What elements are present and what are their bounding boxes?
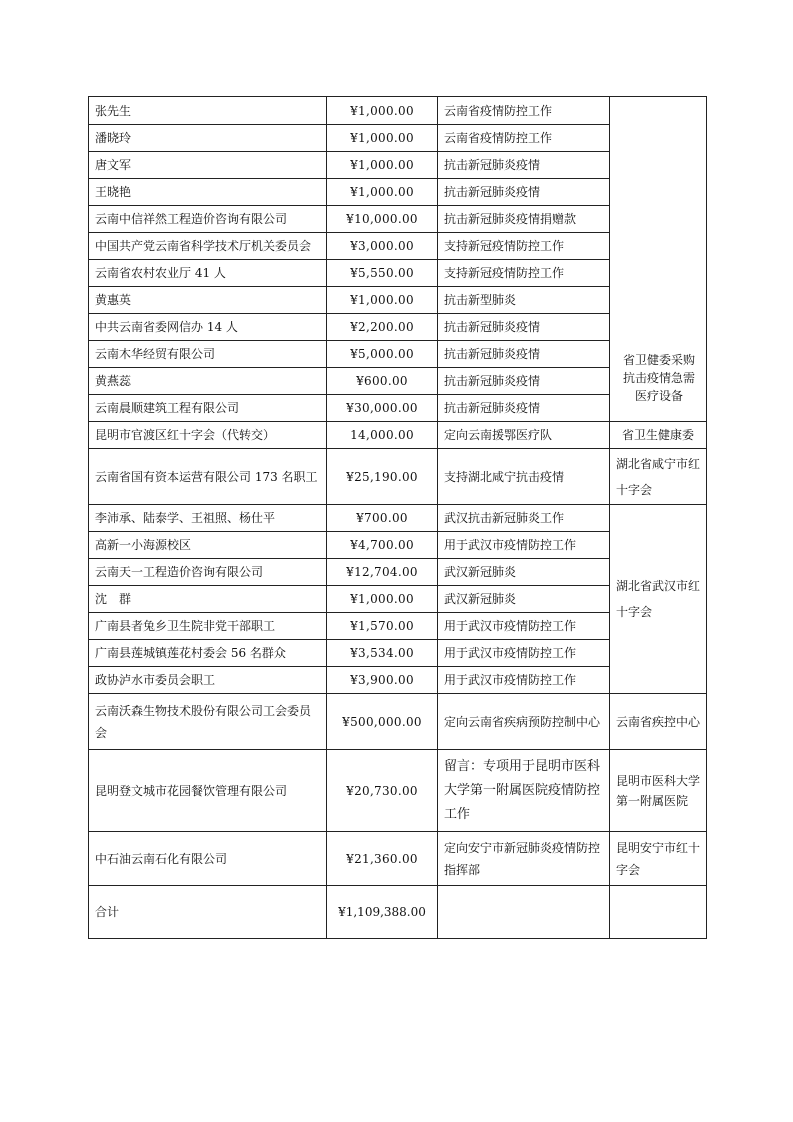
- purpose-cell: 云南省疫情防控工作: [438, 125, 610, 152]
- donor-cell: 黄惠英: [89, 287, 327, 314]
- amount-cell: ¥500,000.00: [327, 694, 438, 750]
- recipient-cell: 省卫健委采购抗击疫情急需医疗设备: [610, 97, 707, 422]
- recipient-cell: 昆明市医科大学第一附属医院: [610, 750, 707, 832]
- amount-cell: ¥5,000.00: [327, 341, 438, 368]
- amount-cell: ¥2,200.00: [327, 314, 438, 341]
- donor-cell: 昆明市官渡区红十字会（代转交）: [89, 422, 327, 449]
- purpose-cell: 用于武汉市疫情防控工作: [438, 613, 610, 640]
- donation-table: [88, 96, 707, 939]
- donor-cell: 云南中信祥然工程造价咨询有限公司: [89, 206, 327, 233]
- recipient-cell: 云南省疾控中心: [610, 694, 707, 750]
- purpose-cell: 抗击新冠肺炎疫情: [438, 179, 610, 206]
- amount-cell: ¥4,700.00: [327, 532, 438, 559]
- amount-cell: ¥1,000.00: [327, 586, 438, 613]
- purpose-cell: 抗击新冠肺炎疫情: [438, 368, 610, 395]
- purpose-cell: 支持新冠疫情防控工作: [438, 233, 610, 260]
- donor-cell: 中石油云南石化有限公司: [89, 832, 327, 886]
- donor-cell: 云南晨顺建筑工程有限公司: [89, 395, 327, 422]
- donor-cell: 政协泸水市委员会职工: [89, 667, 327, 694]
- amount-cell: ¥1,570.00: [327, 613, 438, 640]
- donor-cell: 李沛承、陆泰学、王祖照、杨仕平: [89, 505, 327, 532]
- donor-cell: 高新一小海源校区: [89, 532, 327, 559]
- recipient-cell: 省卫生健康委: [610, 422, 707, 449]
- purpose-cell: 抗击新冠肺炎疫情: [438, 341, 610, 368]
- amount-cell: ¥10,000.00: [327, 206, 438, 233]
- donor-cell: 张先生: [89, 97, 327, 125]
- purpose-cell: 定向云南援鄂医疗队: [438, 422, 610, 449]
- purpose-cell: 支持新冠疫情防控工作: [438, 260, 610, 287]
- empty-cell: [610, 886, 707, 939]
- purpose-cell: 抗击新冠肺炎疫情捐赠款: [438, 206, 610, 233]
- amount-cell: ¥1,000.00: [327, 287, 438, 314]
- amount-cell: ¥30,000.00: [327, 395, 438, 422]
- purpose-cell: 武汉新冠肺炎: [438, 559, 610, 586]
- recipient-cell: 湖北省咸宁市红十字会: [610, 449, 707, 505]
- empty-cell: [438, 886, 610, 939]
- purpose-cell: 用于武汉市疫情防控工作: [438, 532, 610, 559]
- amount-cell: ¥21,360.00: [327, 832, 438, 886]
- amount-cell: ¥3,000.00: [327, 233, 438, 260]
- donor-cell: 王晓艳: [89, 179, 327, 206]
- amount-cell: ¥3,534.00: [327, 640, 438, 667]
- donor-cell: 昆明登文城市花园餐饮管理有限公司: [89, 750, 327, 832]
- donor-cell: 广南县者兔乡卫生院非党干部职工: [89, 613, 327, 640]
- amount-cell: 14,000.00: [327, 422, 438, 449]
- donor-cell: 广南县莲城镇莲花村委会 56 名群众: [89, 640, 327, 667]
- recipient-cell: 昆明安宁市红十字会: [610, 832, 707, 886]
- donor-cell: 云南木华经贸有限公司: [89, 341, 327, 368]
- purpose-cell: 抗击新型肺炎: [438, 287, 610, 314]
- table-row: [89, 694, 707, 750]
- table-row: [89, 422, 707, 449]
- amount-cell: ¥1,000.00: [327, 125, 438, 152]
- donor-cell: 黄燕蕊: [89, 368, 327, 395]
- donor-cell: 云南省农村农业厅 41 人: [89, 260, 327, 287]
- purpose-cell: 云南省疫情防控工作: [438, 97, 610, 125]
- donor-cell: 中国共产党云南省科学技术厅机关委员会: [89, 233, 327, 260]
- total-row: [89, 886, 707, 939]
- table-row: [89, 505, 707, 532]
- table-row: [89, 750, 707, 832]
- donor-cell: 云南天一工程造价咨询有限公司: [89, 559, 327, 586]
- amount-cell: ¥3,900.00: [327, 667, 438, 694]
- amount-cell: ¥1,000.00: [327, 97, 438, 125]
- amount-cell: ¥1,000.00: [327, 179, 438, 206]
- purpose-cell: 用于武汉市疫情防控工作: [438, 640, 610, 667]
- purpose-cell: 用于武汉市疫情防控工作: [438, 667, 610, 694]
- table-row: [89, 97, 707, 125]
- amount-cell: ¥1,000.00: [327, 152, 438, 179]
- donor-cell: 云南沃森生物技术股份有限公司工会委员会: [89, 694, 327, 750]
- donor-cell: 潘晓玲: [89, 125, 327, 152]
- purpose-cell: 抗击新冠肺炎疫情: [438, 395, 610, 422]
- purpose-cell: 抗击新冠肺炎疫情: [438, 314, 610, 341]
- purpose-cell: 武汉新冠肺炎: [438, 586, 610, 613]
- amount-cell: ¥700.00: [327, 505, 438, 532]
- purpose-cell: 武汉抗击新冠肺炎工作: [438, 505, 610, 532]
- total-label: 合计: [89, 886, 327, 939]
- purpose-cell: 定向云南省疾病预防控制中心: [438, 694, 610, 750]
- table-row: [89, 449, 707, 505]
- table-row: [89, 832, 707, 886]
- donor-cell: 云南省国有资本运营有限公司 173 名职工: [89, 449, 327, 505]
- purpose-cell: 抗击新冠肺炎疫情: [438, 152, 610, 179]
- recipient-cell: 湖北省武汉市红十字会: [610, 505, 707, 694]
- amount-cell: ¥20,730.00: [327, 750, 438, 832]
- amount-cell: ¥12,704.00: [327, 559, 438, 586]
- donor-cell: 中共云南省委网信办 14 人: [89, 314, 327, 341]
- purpose-cell: 留言：专项用于昆明市医科大学第一附属医院疫情防控工作: [438, 750, 610, 832]
- purpose-cell: 支持湖北咸宁抗击疫情: [438, 449, 610, 505]
- donor-cell: 沈 群: [89, 586, 327, 613]
- amount-cell: ¥25,190.00: [327, 449, 438, 505]
- amount-cell: ¥5,550.00: [327, 260, 438, 287]
- total-amount: ¥1,109,388.00: [327, 886, 438, 939]
- donor-cell: 唐文军: [89, 152, 327, 179]
- amount-cell: ¥600.00: [327, 368, 438, 395]
- purpose-cell: 定向安宁市新冠肺炎疫情防控指挥部: [438, 832, 610, 886]
